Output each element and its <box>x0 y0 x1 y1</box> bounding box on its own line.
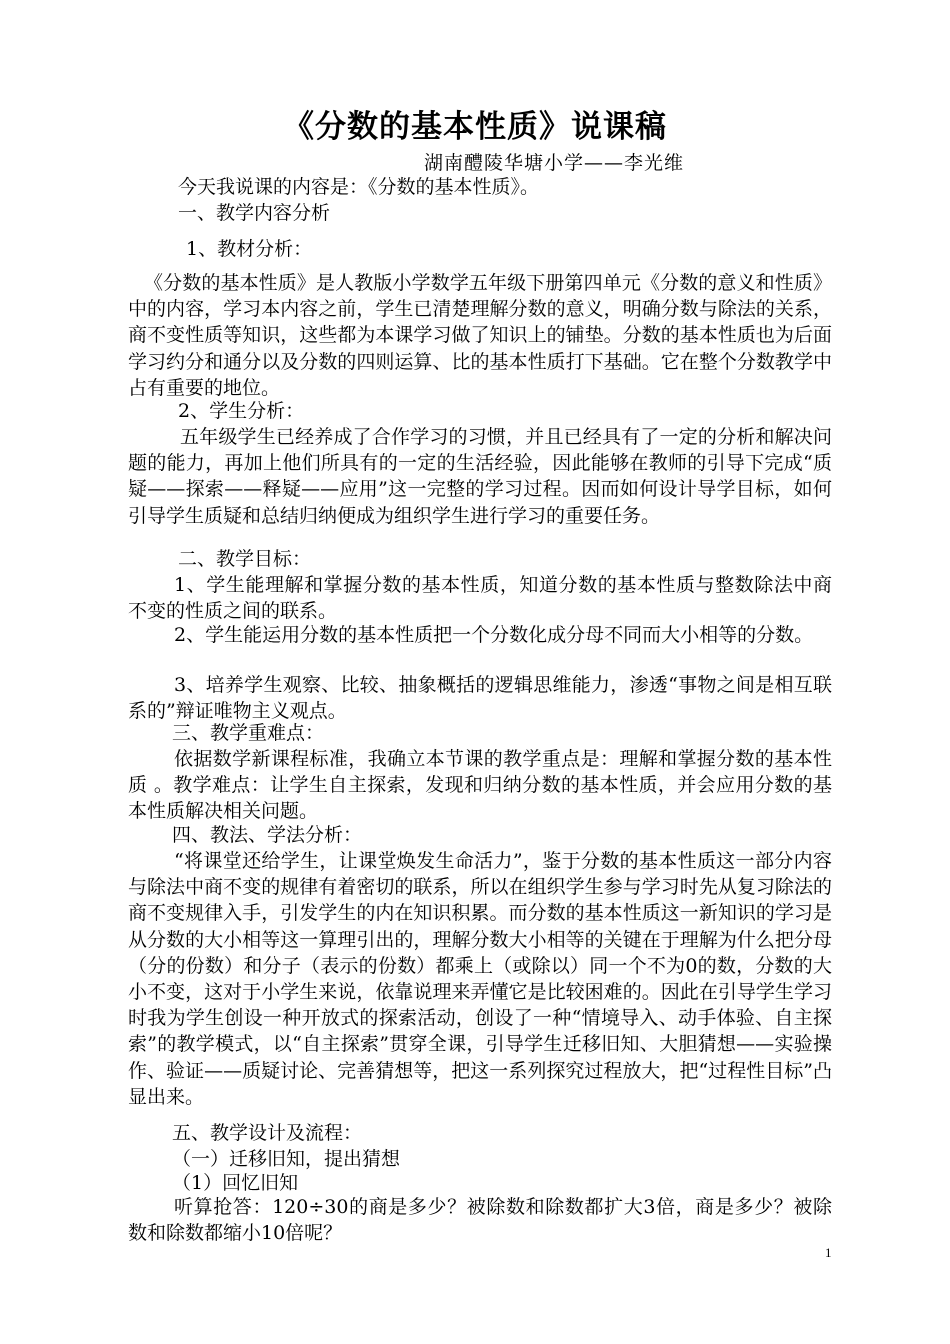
paragraph-key-points: 依据数学新课程标准，我确立本节课的教学重点是：理解和掌握分数的基本性质 。教学难点：让学生自主探索，发现和归纳分数的基本性质，并会应用分数的基本性质解决相关问题。 <box>128 748 832 823</box>
intro-line: 今天我说课的内容是：《分数的基本性质》。 <box>178 176 540 198</box>
goal-2: 2、学生能运用分数的基本性质把一个分数化成分母不同而大小相等的分数。 <box>174 624 814 646</box>
page-number: 1 <box>825 1245 832 1260</box>
section-heading-1: 一、教学内容分析 <box>178 202 331 224</box>
subheading-review: （1）回忆旧知 <box>172 1172 299 1194</box>
paragraph-students: 五年级学生已经养成了合作学习的习惯，并且已经具有了一定的分析和解决问题的能力，再加上他们所具有的一定的生活经验，因此能够在教师的引导下完成“质疑——探索——释疑——应用”这一完整的学习过程。因而如何设计导学目标，如何引导学生质疑和总结归纳便成为组织学生进行学习的重要任务。 <box>128 426 832 527</box>
goal-1: 1、学生能理解和掌握分数的基本性质，知道分数的基本性质与整数除法中商不变的性质之间的联系。 <box>128 574 832 623</box>
section-heading-4: 四、教法、学法分析： <box>172 824 363 846</box>
section-heading-3: 三、教学重难点： <box>172 722 325 744</box>
document-title: 《分数的基本性质》说课稿 <box>283 109 667 145</box>
subheading-students: 2、学生分析： <box>178 400 305 422</box>
paragraph-textbook: 《分数的基本性质》是人教版小学数学五年级下册第四单元《分数的意义和性质》中的内容，学习本内容之前，学生已清楚理解分数的意义，明确分数与除法的关系，商不变性质等知识，这些都为本课学习做了知识上的铺垫。分数的基本性质也为后面学习约分和通分以及分数的四则运算、比的基本性质打下基础。它在整个分数教学中占有重要的地位。 <box>128 272 832 399</box>
goal-3: 3、培养学生观察、比较、抽象概括的逻辑思维能力，渗透“事物之间是相互联系的”辩证唯物主义观点。 <box>128 674 832 723</box>
paragraph-quiz: 听算抢答：120÷30的商是多少？被除数和除数都扩大3倍，商是多少？被除数和除数都缩小10倍呢？ <box>128 1196 832 1245</box>
section-heading-2: 二、教学目标： <box>178 548 312 570</box>
subheading-textbook: 1、教材分析： <box>186 238 313 260</box>
subheading-step-1: （一）迁移旧知，提出猜想 <box>172 1148 401 1170</box>
section-heading-5: 五、教学设计及流程： <box>172 1122 363 1144</box>
author-line: 湖南醴陵华塘小学——李光维 <box>424 152 685 174</box>
paragraph-method: “将课堂还给学生，让课堂焕发生命活力”，鉴于分数的基本性质这一部分内容与除法中商不变的规律有着密切的联系，所以在组织学生参与学习时先从复习除法的商不变规律入手，引发学生的内在知识积累。而分数的基本性质这一新知识的学习是从分数的大小相等这一算理引出的，理解分数大小相等的关键在于理解为什么把分母（分的份数）和分子（表示的份数）都乘上（或除以）同一个不为0的数，分数的大小不变，这对于小学生来说，依靠说理来弄懂它是比较困难的。因此在引导学生学习时我为学生创设一种开放式的探索活动，创设了一种“情境导入、动手体验、自主探索”的教学模式，以“自主探索”贯穿全课，引导学生迁移旧知、大胆猜想——实验操作、验证——质疑讨论、完善猜想等，把这一系列探究过程放大，把“过程性目标”凸显出来。 <box>128 850 832 1108</box>
